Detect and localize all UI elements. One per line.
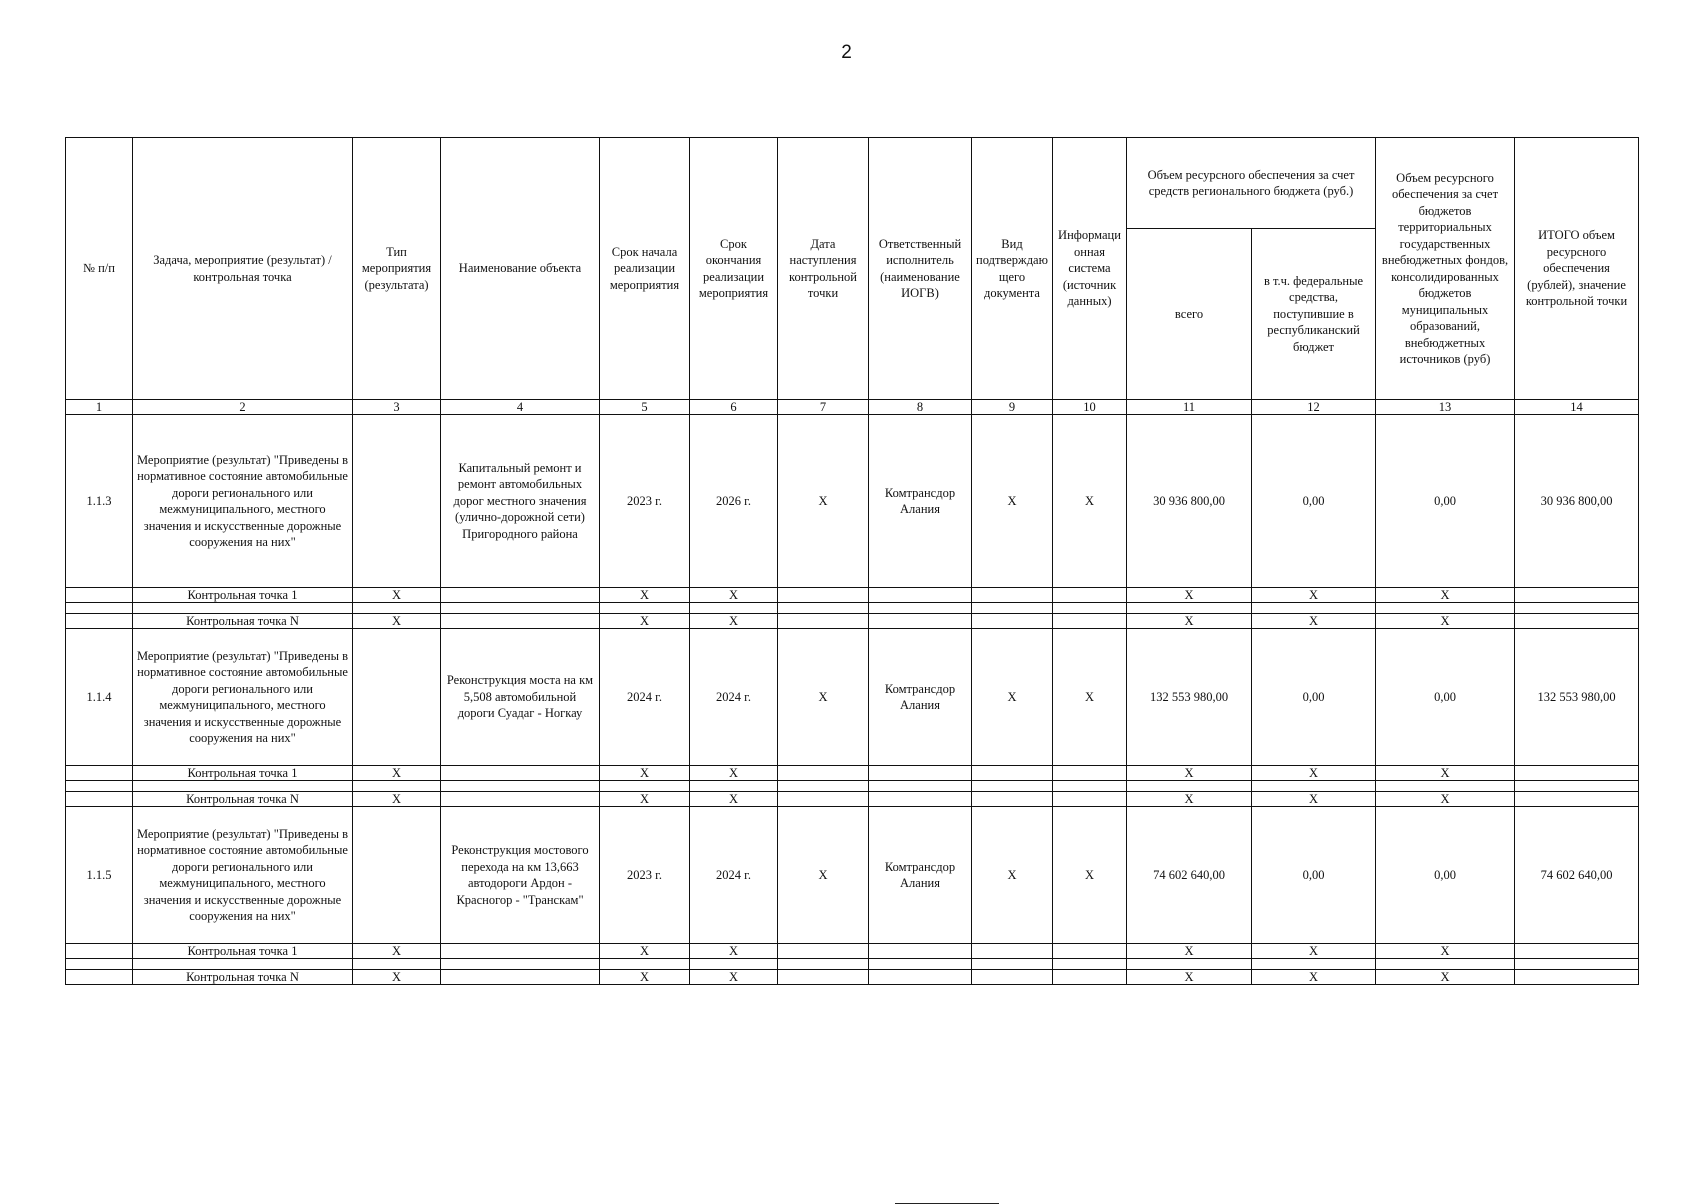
column-number: 3 [353,400,441,415]
row-federal: 0,00 [1252,807,1376,944]
x-mark: X [1252,766,1376,781]
control-point-row [66,970,1639,985]
row-type [353,629,441,766]
x-mark: X [1127,614,1252,629]
x-mark: X [1376,970,1515,985]
spacer-row [66,959,1639,970]
header-cp-date: Дата наступления контрольной точки [778,138,869,400]
row-task: Мероприятие (результат) "Приведены в нормативное состояние автомобильные дороги регионального или межмуниципального, местного значения и искусственные дорожные сооружения на них" [133,807,353,944]
row-type [353,807,441,944]
x-mark: X [1252,944,1376,959]
control-point-row [66,614,1639,629]
x-mark: X [353,766,441,781]
x-mark: X [353,970,441,985]
header-info: Информационная система (источник данных) [1053,138,1127,400]
x-mark: X [1127,792,1252,807]
x-mark: X [690,588,778,603]
header-row-1 [66,138,1639,229]
x-mark: X [1252,588,1376,603]
x-mark: X [1252,792,1376,807]
x-mark: X [600,970,690,985]
control-point-row [66,766,1639,781]
x-mark: X [1376,766,1515,781]
row-end: 2024 г. [690,807,778,944]
row-cp-date: X [778,629,869,766]
row-start: 2024 г. [600,629,690,766]
row-num: 1.1.4 [66,629,133,766]
spacer-row [66,781,1639,792]
x-mark: X [1252,614,1376,629]
header-end: Срок окончания реализации мероприятия [690,138,778,400]
x-mark: X [690,944,778,959]
header-doc: Вид подтверждающего документа [972,138,1053,400]
column-number: 4 [441,400,600,415]
control-point-label: Контрольная точка 1 [133,588,353,603]
row-cp-date: X [778,807,869,944]
header-regional: Объем ресурсного обеспечения за счет средств регионального бюджета (руб.) [1127,138,1376,229]
control-point-row [66,588,1639,603]
row-object: Реконструкция моста на км 5,508 автомобильной дороги Суадаг - Ногкау [441,629,600,766]
row-executor: Комтрансдор Алания [869,629,972,766]
x-mark: X [690,970,778,985]
row-end: 2026 г. [690,415,778,588]
x-mark: X [353,614,441,629]
row-num: 1.1.3 [66,415,133,588]
x-mark: X [600,588,690,603]
resource-plan-table [65,137,1639,985]
table-row [66,807,1639,944]
x-mark: X [1376,944,1515,959]
x-mark: X [1127,588,1252,603]
row-itogo: 132 553 980,00 [1515,629,1639,766]
x-mark: X [690,614,778,629]
control-point-row [66,792,1639,807]
x-mark: X [353,588,441,603]
header-territorial: Объем ресурсного обеспечения за счет бюджетов территориальных государственных внебюджетных фондов, консолидированных бюджетов муниципальных образований, внебюджетных источников (руб) [1376,138,1515,400]
x-mark: X [600,944,690,959]
x-mark: X [1127,970,1252,985]
column-number: 14 [1515,400,1639,415]
row-doc: X [972,415,1053,588]
x-mark: X [600,766,690,781]
column-number: 6 [690,400,778,415]
column-number: 2 [133,400,353,415]
row-cp-date: X [778,415,869,588]
x-mark: X [1127,766,1252,781]
row-total: 74 602 640,00 [1127,807,1252,944]
row-num: 1.1.5 [66,807,133,944]
column-number: 7 [778,400,869,415]
header-type: Тип мероприятия (результата) [353,138,441,400]
column-number: 10 [1053,400,1127,415]
column-number: 13 [1376,400,1515,415]
column-number: 11 [1127,400,1252,415]
row-info: X [1053,415,1127,588]
header-federal: в т.ч. федеральные средства, поступившие в республиканский бюджет [1252,229,1376,400]
row-info: X [1053,629,1127,766]
table-row [66,415,1639,588]
x-mark: X [600,614,690,629]
row-doc: X [972,629,1053,766]
row-doc: X [972,807,1053,944]
x-mark: X [1252,970,1376,985]
row-total: 30 936 800,00 [1127,415,1252,588]
row-federal: 0,00 [1252,629,1376,766]
column-number: 8 [869,400,972,415]
header-start: Срок начала реализации мероприятия [600,138,690,400]
header-total: всего [1127,229,1252,400]
row-territorial: 0,00 [1376,629,1515,766]
row-info: X [1053,807,1127,944]
header-itogo: ИТОГО объем ресурсного обеспечения (рублей), значение контрольной точки [1515,138,1639,400]
control-point-label: Контрольная точка N [133,614,353,629]
control-point-row [66,944,1639,959]
control-point-label: Контрольная точка N [133,970,353,985]
row-object: Капитальный ремонт и ремонт автомобильных дорог местного значения (улично-дорожной сети) Пригородного района [441,415,600,588]
row-territorial: 0,00 [1376,415,1515,588]
control-point-label: Контрольная точка 1 [133,766,353,781]
control-point-label: Контрольная точка 1 [133,944,353,959]
x-mark: X [353,792,441,807]
row-end: 2024 г. [690,629,778,766]
spacer-row [66,603,1639,614]
row-type [353,415,441,588]
column-number: 12 [1252,400,1376,415]
table-row [66,629,1639,766]
page-number: 2 [841,42,852,63]
x-mark: X [353,944,441,959]
row-start: 2023 г. [600,807,690,944]
column-number: 9 [972,400,1053,415]
row-task: Мероприятие (результат) "Приведены в нормативное состояние автомобильные дороги регионального или межмуниципального, местного значения и искусственные дорожные сооружения на них" [133,629,353,766]
header-task: Задача, мероприятие (результат) / контрольная точка [133,138,353,400]
column-number-row [66,400,1639,415]
row-federal: 0,00 [1252,415,1376,588]
x-mark: X [600,792,690,807]
row-executor: Комтрансдор Алания [869,807,972,944]
x-mark: X [690,766,778,781]
x-mark: X [690,792,778,807]
row-territorial: 0,00 [1376,807,1515,944]
x-mark: X [1376,614,1515,629]
row-itogo: 30 936 800,00 [1515,415,1639,588]
row-task: Мероприятие (результат) "Приведены в нормативное состояние автомобильные дороги регионального или межмуниципального, местного значения и искусственные дорожные сооружения на них" [133,415,353,588]
x-mark: X [1127,944,1252,959]
column-number: 1 [66,400,133,415]
column-number: 5 [600,400,690,415]
header-executor: Ответственный исполнитель (наименование ИОГВ) [869,138,972,400]
header-num: № п/п [66,138,133,400]
control-point-label: Контрольная точка N [133,792,353,807]
header-object: Наименование объекта [441,138,600,400]
row-executor: Комтрансдор Алания [869,415,972,588]
row-start: 2023 г. [600,415,690,588]
x-mark: X [1376,588,1515,603]
row-object: Реконструкция мостового перехода на км 13,663 автодороги Ардон - Красногор - "Транскам" [441,807,600,944]
row-total: 132 553 980,00 [1127,629,1252,766]
row-itogo: 74 602 640,00 [1515,807,1639,944]
x-mark: X [1376,792,1515,807]
